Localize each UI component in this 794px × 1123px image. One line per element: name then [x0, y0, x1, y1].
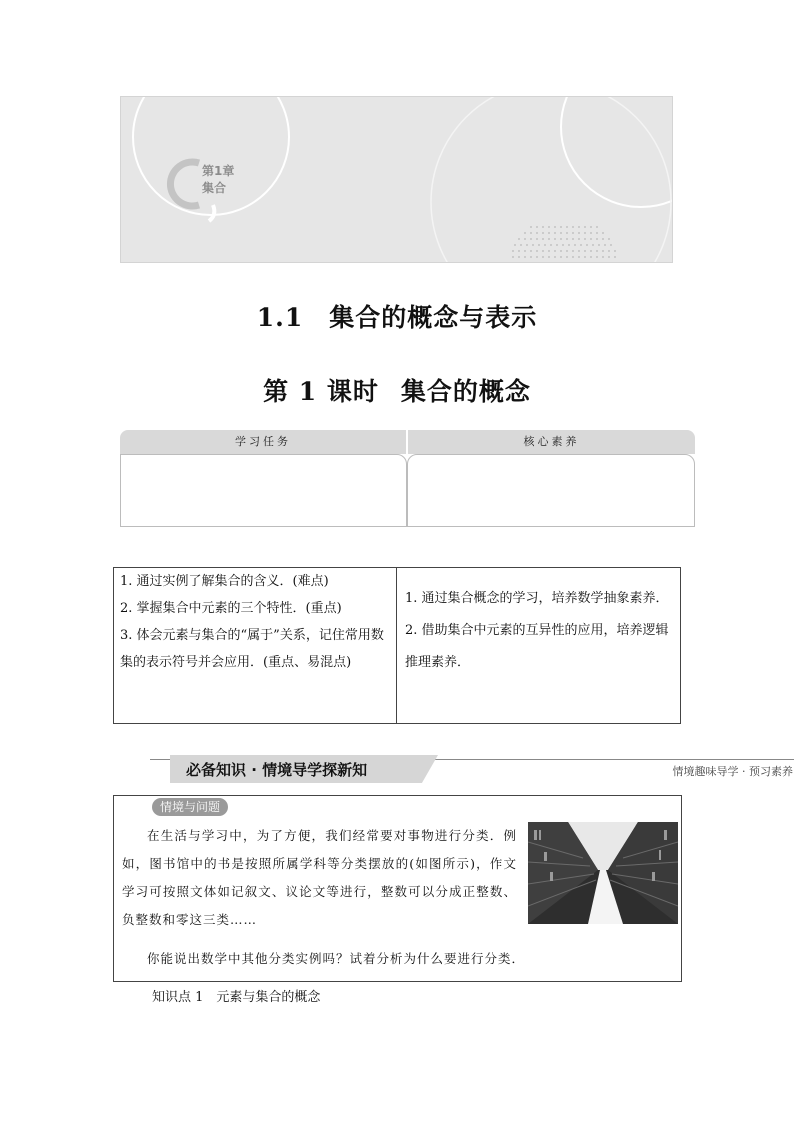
scene-question: 你能说出数学中其他分类实例吗？试着分析为什么要进行分类． [147, 951, 526, 966]
core-literacy-header: 核心素养 [408, 430, 695, 454]
section-title: 1.1 集合的概念与表示 [256, 303, 538, 332]
section-heading: 必备知识 · 情境导学探新知 [186, 761, 368, 779]
scene-text [122, 822, 517, 934]
literacy-item: 1. 通过集合概念的学习，培养数学抽象素养． [405, 591, 669, 606]
scene-paragraph: 在生活与学习中，为了方便，我们经常要对事物进行分类．例如，图书馆中的书是按照所属学科等分类摆放的(如图所示)，作文学习可按照文体如记叙文、议论文等进行，整数可以分成正整数、负整数和零这三类…… [122, 828, 517, 927]
lesson-name: 集合的概念 [400, 377, 531, 406]
learning-task-item: 2. 掌握集合中元素的三个特性．(重点) [120, 601, 342, 616]
learning-tasks-column [114, 568, 397, 723]
library-photo [528, 822, 678, 924]
chapter-label [202, 163, 234, 197]
learning-task-cell [120, 454, 407, 527]
core-literacy-cell [407, 454, 695, 527]
task-header-block [120, 430, 695, 527]
learning-task-header: 学习任务 [120, 430, 406, 454]
literacy-item: 2. 借助集合中元素的互异性的应用，培养逻辑推理素养． [405, 623, 669, 670]
chapter-number: 第1章 [202, 164, 235, 178]
section-subheading: 情境趣味导学 · 预习素养 [672, 765, 793, 778]
scene-tag: 情境与问题 [152, 798, 228, 816]
chapter-name: 集合 [202, 181, 227, 195]
core-literacy-column [397, 568, 680, 723]
learning-task-item: 1. 通过实例了解集合的含义．(难点) [120, 574, 329, 589]
task-table [113, 567, 681, 724]
lesson-title [0, 372, 794, 408]
lesson-prefix: 第 1 课时 [263, 377, 379, 406]
library-illustration [528, 822, 678, 924]
section-bar [150, 755, 794, 783]
knowledge-point-heading: 知识点 1 元素与集合的概念 [152, 990, 321, 1005]
learning-task-item: 3. 体会元素与集合的“属于”关系，记住常用数集的表示符号并会应用．(重点、易混点) [120, 628, 384, 670]
